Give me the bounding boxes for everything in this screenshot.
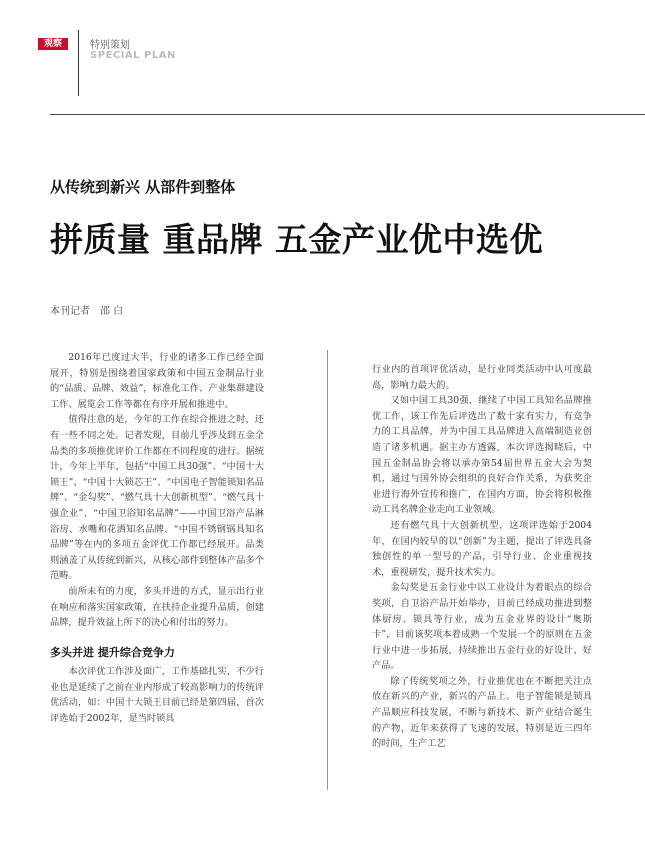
article-column-left — [50, 350, 264, 727]
section-label-en: SPECIAL PLAN — [90, 50, 176, 61]
article-subtitle: 从传统到新兴 从部件到整体 — [50, 178, 236, 196]
section-heading: 多头并进 提升综合竞争力 — [50, 645, 175, 659]
paragraph: 还有燃气具十大创新机型，这项评选始于2004年，在国内较早的以“创新”为主题，提出了评选具备独创性的单一型号的产品，引导行业、企业重视技术，重视研发，提升技术实力。 — [372, 519, 592, 578]
column-divider — [327, 350, 328, 790]
byline-name: 邵 白 — [100, 306, 124, 317]
paragraph: 值得注意的是，今年的工作在综合推进之时，还有一些不同之处。记者发现，目前几乎涉及到五金全品类的多项推优评价工作都在不同程度的进行。据统计，今年上半年，包括“中国工具30强”、“中国十大锁王”、“中国十大锁芯王”、“中国电子智能锁知名品牌”、“金勾奖”、“燃气具十大创新机型”、“燃气具十强企业”、“中国卫浴知名品牌”——中国卫浴产品淋浴房、水嘴和花洒知名品牌、“中国不锈钢锅具知名品牌”等在内的多项五金评优工作都已经展开。品类则涵盖了从传统到新兴，从核心部件到整体产品多个范畴。 — [50, 414, 264, 582]
paragraph: 前所未有的力度，多头并进的方式，显示出行业在响应和落实国家政策，在扶持企业提升品质，创建品牌，提升效益上所下的决心和付出的努力。 — [50, 585, 264, 629]
header-rule — [50, 114, 645, 115]
section-tag: 观察 — [38, 38, 68, 50]
article-title: 拼质量 重品牌 五金产业优中选优 — [50, 220, 543, 259]
paragraph: 本次评优工作涉及面广，工作基础扎实，不少行业也是延续了之前在业内形成了较高影响力的传统评优活动，如：中国十大锁王目前已经是第四届，首次评选始于2002年，是当时锁具 — [50, 666, 264, 725]
paragraph: 又如中国工具30强，继续了中国工具知名品牌推优工作，该工作先后评选出了数十家有实力，有竞争力的工具品牌，并为中国工具品牌进入高端制造业创造了诸多机遇。据主办方透露，本次评选揭晓后，中国五金制品协会将以承办第54届世界五金大会为契机，通过与国外协会组织的良好合作关系，为获奖企业进行海外宣传和推广，在国内方面，协会将积极推动工具名牌企业走向工业领域。 — [372, 395, 592, 516]
paragraph: 金勾奖是五金行业中以工业设计为着眼点的综合奖项，自卫浴产品开始举办，目前已经成功推进到整体厨房、锁具等行业，成为五金业界的设计“奥斯卡”，目前该奖项本着成熟一个发展一个的原则在五金行业中进一步拓展，持续推出五金行业的好设计、好产品。 — [372, 582, 592, 672]
byline-label: 本刊记者 — [50, 306, 90, 317]
paragraph: 2016年已度过大半，行业的诸多工作已经全面展开，特别是围绕着国家政策和中国五金制品行业的“品质、品牌、效益”，标准化工作、产业集群建设工作、展览会工作等都在有序开展和推进中。 — [50, 352, 264, 410]
paragraph: 除了传统奖项之外，行业推优也在不断把关注点放在新兴的产业，新兴的产品上。电子智能锁是锁具产品顺应科技发展，不断与新技术、新产业结合诞生的产物，近年来获得了飞速的发展，特别是近三四年的时间，生产工艺 — [372, 675, 592, 750]
byline — [50, 302, 123, 317]
paragraph-continued: 行业内的首项评优活动，是行业同类活动中认可度最高，影响力最大的。 — [372, 364, 592, 391]
article-column-right — [372, 362, 592, 752]
header-divider — [78, 30, 79, 96]
section-label-cn: 特别策划 — [90, 40, 130, 51]
